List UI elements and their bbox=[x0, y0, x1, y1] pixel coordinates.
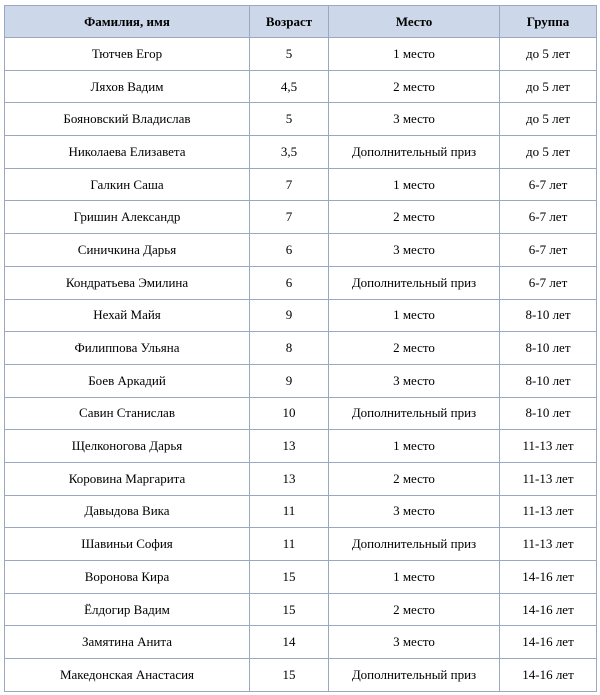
cell-name: Николаева Елизавета bbox=[5, 136, 250, 169]
cell-group: 6-7 лет bbox=[500, 168, 597, 201]
cell-age: 9 bbox=[250, 299, 329, 332]
table-row bbox=[5, 561, 597, 594]
cell-group: 14-16 лет bbox=[500, 561, 597, 594]
cell-name: Воронова Кира bbox=[5, 561, 250, 594]
cell-age: 15 bbox=[250, 561, 329, 594]
cell-place: 1 место bbox=[329, 430, 500, 463]
cell-place: 3 место bbox=[329, 626, 500, 659]
cell-group: 11-13 лет bbox=[500, 462, 597, 495]
cell-group: до 5 лет bbox=[500, 103, 597, 136]
results-table bbox=[4, 5, 597, 692]
cell-group: 11-13 лет bbox=[500, 528, 597, 561]
cell-age: 7 bbox=[250, 201, 329, 234]
header-age: Возраст bbox=[250, 6, 329, 38]
table-row bbox=[5, 201, 597, 234]
cell-name: Филиппова Ульяна bbox=[5, 332, 250, 365]
cell-name: Шавиньи София bbox=[5, 528, 250, 561]
cell-name: Нехай Майя bbox=[5, 299, 250, 332]
cell-group: 14-16 лет bbox=[500, 593, 597, 626]
cell-group: до 5 лет bbox=[500, 38, 597, 71]
table-row bbox=[5, 234, 597, 267]
cell-age: 11 bbox=[250, 495, 329, 528]
table-row bbox=[5, 495, 597, 528]
cell-name: Щелконогова Дарья bbox=[5, 430, 250, 463]
cell-place: 2 место bbox=[329, 332, 500, 365]
cell-place: Дополнительный приз bbox=[329, 136, 500, 169]
cell-group: 14-16 лет bbox=[500, 659, 597, 692]
table-row bbox=[5, 332, 597, 365]
table-row bbox=[5, 462, 597, 495]
table-row bbox=[5, 364, 597, 397]
cell-group: 6-7 лет bbox=[500, 234, 597, 267]
cell-age: 6 bbox=[250, 234, 329, 267]
cell-age: 4,5 bbox=[250, 70, 329, 103]
table-row bbox=[5, 528, 597, 561]
cell-name: Галкин Саша bbox=[5, 168, 250, 201]
cell-age: 15 bbox=[250, 659, 329, 692]
cell-name: Македонская Анастасия bbox=[5, 659, 250, 692]
cell-place: Дополнительный приз bbox=[329, 266, 500, 299]
cell-name: Савин Станислав bbox=[5, 397, 250, 430]
cell-age: 15 bbox=[250, 593, 329, 626]
table-row bbox=[5, 168, 597, 201]
cell-place: 2 место bbox=[329, 462, 500, 495]
cell-place: 3 место bbox=[329, 495, 500, 528]
header-group: Группа bbox=[500, 6, 597, 38]
cell-place: Дополнительный приз bbox=[329, 397, 500, 430]
cell-group: 8-10 лет bbox=[500, 299, 597, 332]
cell-name: Замятина Анита bbox=[5, 626, 250, 659]
cell-age: 11 bbox=[250, 528, 329, 561]
cell-group: 8-10 лет bbox=[500, 332, 597, 365]
cell-place: 3 место bbox=[329, 103, 500, 136]
header-row bbox=[5, 6, 597, 38]
cell-place: 2 место bbox=[329, 70, 500, 103]
cell-group: до 5 лет bbox=[500, 136, 597, 169]
table-row bbox=[5, 430, 597, 463]
cell-place: Дополнительный приз bbox=[329, 528, 500, 561]
cell-group: 6-7 лет bbox=[500, 201, 597, 234]
header-name: Фамилия, имя bbox=[5, 6, 250, 38]
cell-name: Давыдова Вика bbox=[5, 495, 250, 528]
cell-group: до 5 лет bbox=[500, 70, 597, 103]
cell-name: Тютчев Егор bbox=[5, 38, 250, 71]
cell-age: 8 bbox=[250, 332, 329, 365]
cell-age: 5 bbox=[250, 38, 329, 71]
cell-place: 2 место bbox=[329, 593, 500, 626]
cell-name: Гришин Александр bbox=[5, 201, 250, 234]
cell-group: 8-10 лет bbox=[500, 397, 597, 430]
table-row bbox=[5, 103, 597, 136]
cell-name: Ляхов Вадим bbox=[5, 70, 250, 103]
cell-place: 3 место bbox=[329, 234, 500, 267]
table-row bbox=[5, 136, 597, 169]
table-row bbox=[5, 593, 597, 626]
cell-group: 11-13 лет bbox=[500, 495, 597, 528]
cell-place: 1 место bbox=[329, 38, 500, 71]
table-row bbox=[5, 266, 597, 299]
cell-group: 6-7 лет bbox=[500, 266, 597, 299]
cell-name: Коровина Маргарита bbox=[5, 462, 250, 495]
cell-place: Дополнительный приз bbox=[329, 659, 500, 692]
cell-group: 11-13 лет bbox=[500, 430, 597, 463]
cell-age: 9 bbox=[250, 364, 329, 397]
cell-place: 1 место bbox=[329, 168, 500, 201]
cell-age: 13 bbox=[250, 462, 329, 495]
cell-group: 14-16 лет bbox=[500, 626, 597, 659]
cell-age: 3,5 bbox=[250, 136, 329, 169]
table-row bbox=[5, 38, 597, 71]
cell-age: 7 bbox=[250, 168, 329, 201]
table-row bbox=[5, 70, 597, 103]
cell-group: 8-10 лет bbox=[500, 364, 597, 397]
cell-name: Кондратьева Эмилина bbox=[5, 266, 250, 299]
cell-place: 1 место bbox=[329, 561, 500, 594]
cell-age: 10 bbox=[250, 397, 329, 430]
cell-name: Боев Аркадий bbox=[5, 364, 250, 397]
table-row bbox=[5, 299, 597, 332]
table-body bbox=[5, 38, 597, 692]
table-row bbox=[5, 626, 597, 659]
cell-place: 3 место bbox=[329, 364, 500, 397]
cell-age: 6 bbox=[250, 266, 329, 299]
cell-name: Бояновский Владислав bbox=[5, 103, 250, 136]
cell-age: 14 bbox=[250, 626, 329, 659]
cell-name: Ёлдогир Вадим bbox=[5, 593, 250, 626]
cell-place: 2 место bbox=[329, 201, 500, 234]
table-row bbox=[5, 659, 597, 692]
cell-place: 1 место bbox=[329, 299, 500, 332]
header-place: Место bbox=[329, 6, 500, 38]
table-row bbox=[5, 397, 597, 430]
cell-age: 13 bbox=[250, 430, 329, 463]
cell-age: 5 bbox=[250, 103, 329, 136]
cell-name: Синичкина Дарья bbox=[5, 234, 250, 267]
